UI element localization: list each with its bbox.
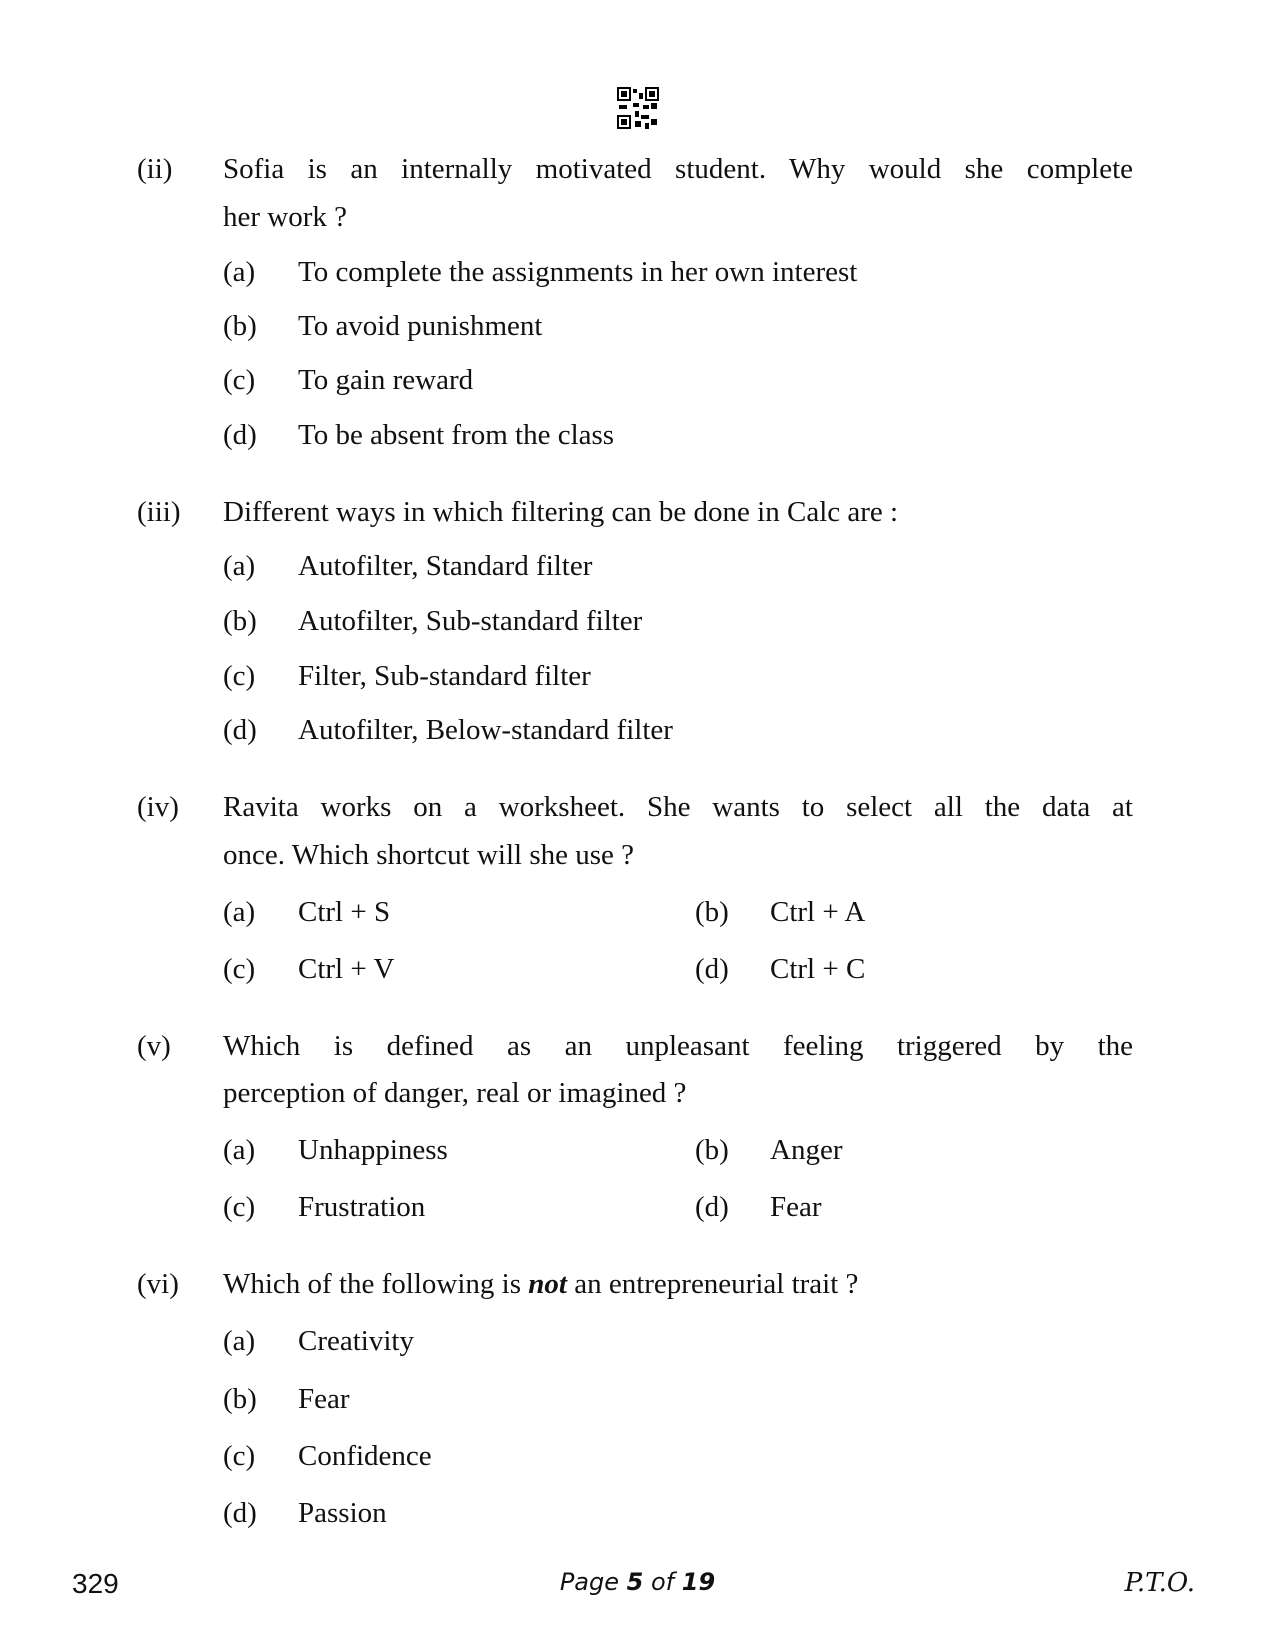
option-label: (d) [695,1191,729,1223]
question-text: Different ways in which filtering can be done in Calc are : [223,496,899,528]
option-label: (d) [695,953,729,985]
option-text: Autofilter, Below-standard filter [298,714,673,746]
question-text: perception of danger, real or imagined ? [223,1077,687,1109]
option-text: To complete the assignments in her own interest [298,256,858,288]
option-text: Passion [298,1497,387,1529]
question-text: Sofia is an internally motivated student. Why would she complete [223,153,1133,185]
question-text: her work ? [223,201,348,233]
option-label: (a) [223,550,256,582]
option-text: Filter, Sub-standard filter [298,660,591,692]
option-text: Fear [298,1383,350,1415]
question-text: once. Which shortcut will she use ? [223,839,634,871]
option-text: Creativity [298,1325,414,1357]
option-label: (b) [223,605,257,637]
option-label: (c) [223,1440,256,1472]
question-text-part: Which of the following is [223,1268,529,1300]
option-label: (d) [223,419,257,451]
question-text: Ravita works on a worksheet. She wants to select all the data at [223,791,1133,823]
option-text: Autofilter, Standard filter [298,550,593,582]
question-number: (iv) [137,791,179,823]
option-text: To gain reward [298,364,474,396]
qr-code [617,87,659,129]
option-label: (b) [223,310,257,342]
option-text: Autofilter, Sub-standard filter [298,605,643,637]
question-text-part: an entrepreneurial trait ? [566,1268,859,1300]
option-label: (c) [223,660,256,692]
page-number: Page 5 of 19 [559,1568,716,1596]
option-label: (d) [223,1497,257,1529]
paper-code: 329 [72,1568,119,1599]
option-label: (a) [223,1134,256,1166]
option-text: Ctrl + A [770,896,866,928]
option-label: (b) [223,1383,257,1415]
option-label: (c) [223,364,256,396]
option-label: (b) [695,1134,729,1166]
question-number: (ii) [137,153,173,185]
option-label: (c) [223,953,256,985]
option-text: Confidence [298,1440,432,1472]
emphasis-word: not [528,1268,567,1300]
option-label: (a) [223,1325,256,1357]
option-text: Unhappiness [298,1134,448,1166]
option-label: (b) [695,896,729,928]
question-text: Which is defined as an unpleasant feeling triggered by the [223,1030,1133,1062]
option-text: Ctrl + S [298,896,391,928]
please-turn-over: P.T.O. [1124,1568,1195,1598]
option-text: Ctrl + C [770,953,866,985]
option-text: Ctrl + V [298,953,395,985]
option-label: (d) [223,714,257,746]
option-label: (a) [223,896,256,928]
option-text: Frustration [298,1191,426,1223]
question-text [223,1268,1133,1300]
option-text: To avoid punishment [298,310,543,342]
option-text: Fear [770,1191,822,1223]
option-label: (c) [223,1191,256,1223]
question-number: (v) [137,1030,171,1062]
option-text: To be absent from the class [298,419,615,451]
question-number: (vi) [137,1268,179,1300]
question-number: (iii) [137,496,181,528]
option-text: Anger [770,1134,843,1166]
option-label: (a) [223,256,256,288]
